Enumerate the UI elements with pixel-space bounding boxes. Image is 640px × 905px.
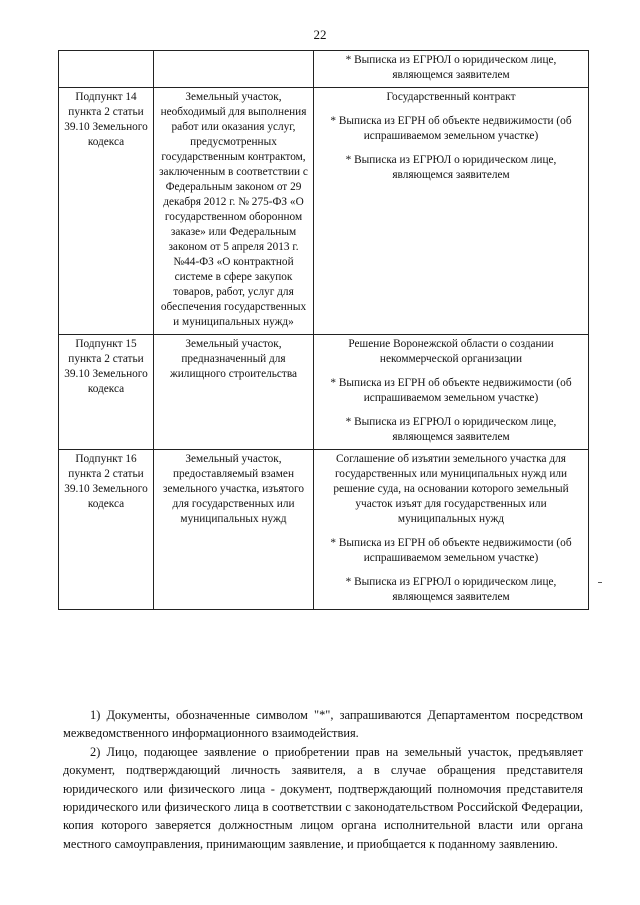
footnotes — [63, 706, 583, 853]
land-plot-cell — [154, 51, 314, 88]
table-row — [59, 88, 589, 335]
basis-text: Подпункт 14 пункта 2 статьи 39.10 Земельного кодекса — [64, 91, 148, 148]
document-item: * Выписка из ЕГРЮЛ о юридическом лице, являющемся заявителем — [345, 154, 557, 181]
documents-cell — [314, 450, 589, 610]
documents-cell — [314, 335, 589, 450]
table-body — [59, 51, 589, 610]
documents-cell — [314, 88, 589, 335]
page-number: 22 — [313, 27, 327, 42]
documents-cell — [314, 51, 589, 88]
basis-text: Подпункт 16 пункта 2 статьи 39.10 Земельного кодекса — [64, 453, 148, 510]
land-plot-cell — [154, 88, 314, 335]
footnote-2: 2) Лицо, подающее заявление о приобретении прав на земельный участок, предъявляет документ, подтверждающий личность заявителя, а в случае обращения представителя юридического или физического лица - документ, подтверждающий полномочия представителя юридического или физического лица в соответствии с законодательством Российской Федерации, копия которого заверяется должностным лицом органа исполнительной власти или органа местного самоуправления, принимающим заявление, и приобщается к поданному заявлению. — [63, 744, 583, 851]
basis-cell — [59, 335, 154, 450]
document-item: * Выписка из ЕГРЮЛ о юридическом лице, являющемся заявителем — [345, 416, 557, 443]
documents-table — [58, 50, 589, 610]
table-row — [59, 51, 589, 88]
land-plot-text: Земельный участок, предоставляемый взамен земельного участка, изъятого для государственных или муниципальных нужд — [162, 453, 304, 525]
basis-cell — [59, 88, 154, 335]
footnote-1: 1) Документы, обозначенные символом "*", запрашиваются Департаментом посредством межведомственного информационного взаимодействия. — [63, 708, 583, 741]
document-item: * Выписка из ЕГРН об объекте недвижимости (об испрашиваемом земельном участке) — [330, 115, 572, 142]
scan-mark — [598, 582, 602, 583]
basis-cell — [59, 450, 154, 610]
document-item: * Выписка из ЕГРН об объекте недвижимости (об испрашиваемом земельном участке) — [330, 377, 572, 404]
document-item: * Выписка из ЕГРЮЛ о юридическом лице, являющемся заявителем — [345, 576, 557, 603]
table-row — [59, 335, 589, 450]
document-item: * Выписка из ЕГРН об объекте недвижимости (об испрашиваемом земельном участке) — [330, 537, 572, 564]
document-item: Решение Воронежской области о создании некоммерческой организации — [348, 338, 554, 365]
document-item: * Выписка из ЕГРЮЛ о юридическом лице, являющемся заявителем — [345, 54, 557, 81]
land-plot-cell — [154, 450, 314, 610]
document-item: Государственный контракт — [386, 91, 516, 103]
basis-cell — [59, 51, 154, 88]
basis-text: Подпункт 15 пункта 2 статьи 39.10 Земельного кодекса — [64, 338, 148, 395]
land-plot-text: Земельный участок, предназначенный для жилищного строительства — [169, 338, 298, 380]
table-row — [59, 450, 589, 610]
land-plot-cell — [154, 335, 314, 450]
land-plot-text: Земельный участок, необходимый для выполнения работ или оказания услуг, предусмотренных государственным контрактом, заключенным в соответствии с Федеральным законом от 29 декабря 2012 г. № 275-ФЗ «О государственном оборонном заказе» или Федеральным законом от 5 апреля 2013 г. №44-ФЗ «О контрактной системе в сфере закупок товаров, работ, услуг для обеспечения государственных и муниципальных нужд» — [159, 91, 308, 328]
document-item: Соглашение об изъятии земельного участка для государственных или муниципальных нужд или решение суда, на основании которого земельный участок изъят для государственных или муниципальных нужд — [333, 453, 569, 525]
